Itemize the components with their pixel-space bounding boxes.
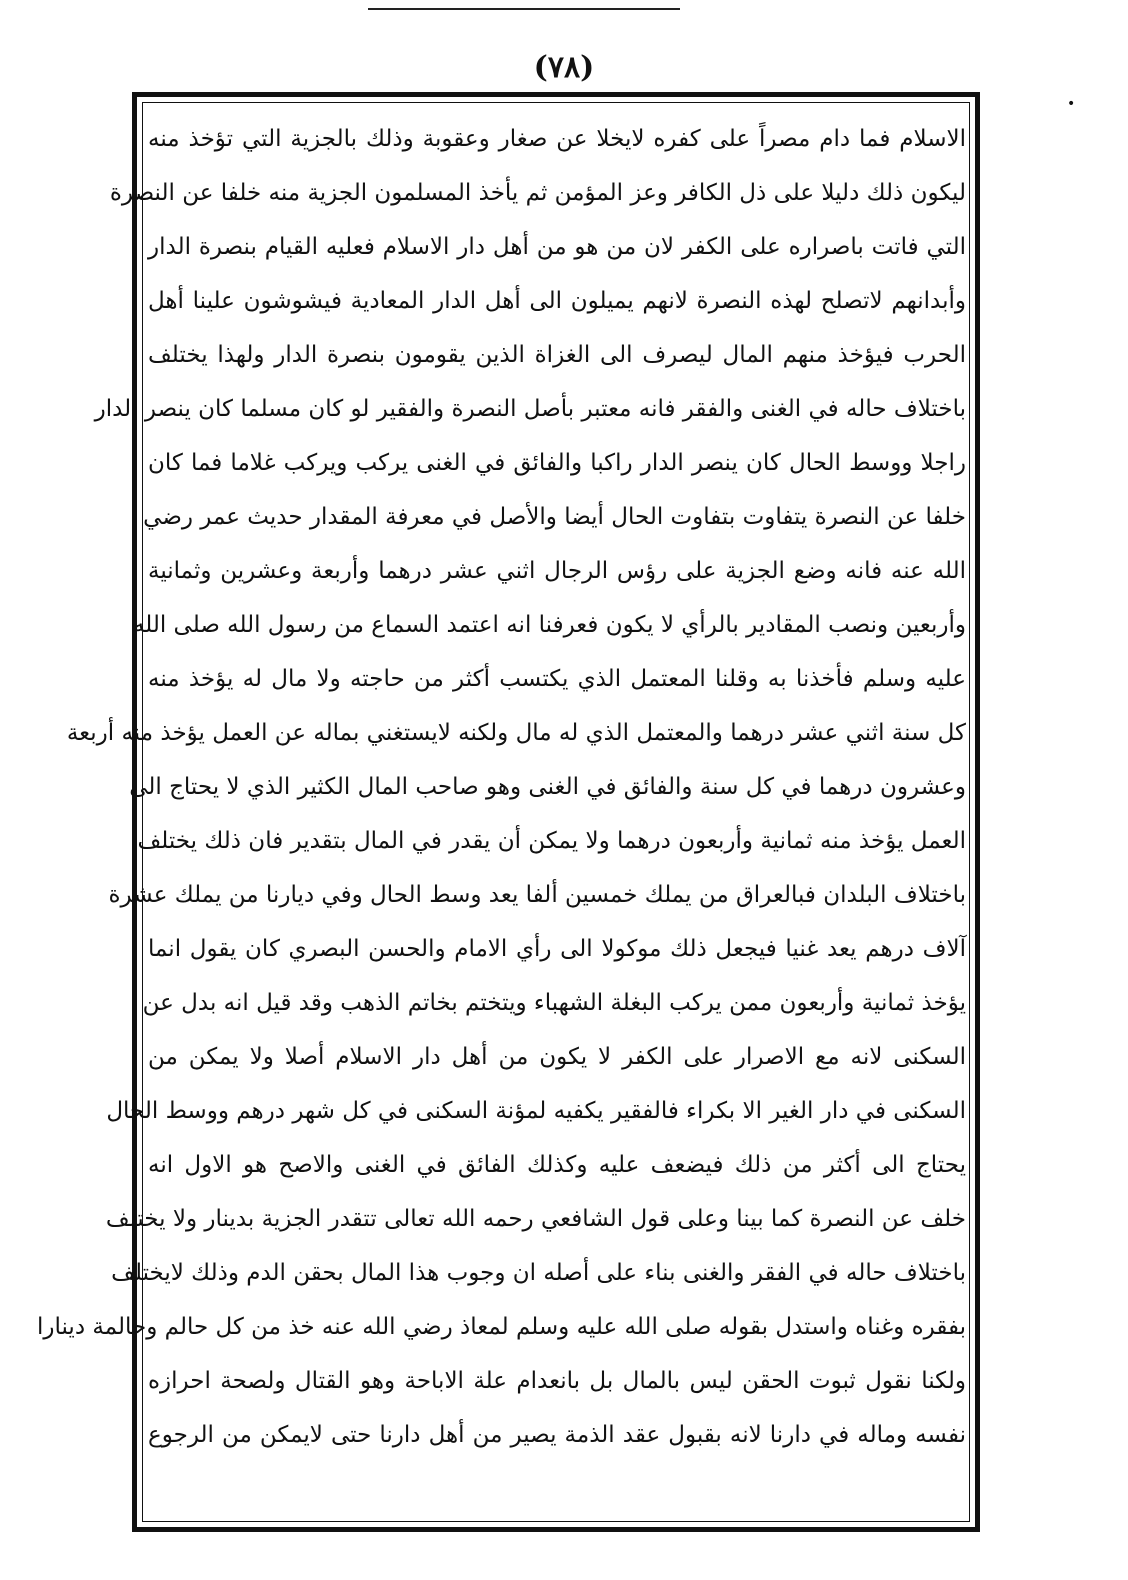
text-line: نفسه وماله في دارنا لانه بقبول عقد الذمة يصير من أهل دارنا حتى لايمكن من الرجوع — [148, 1422, 966, 1448]
text-line: خلفا عن النصرة يتفاوت بتفاوت الحال أيضا والأصل في معرفة المقدار حديث عمر رضي — [143, 504, 966, 530]
text-line: ولكنا نقول ثبوت الحقن ليس بالمال بل بانعدام علة الاباحة وهو القتال ولصحة احرازه — [148, 1368, 966, 1394]
text-line: يحتاج الى أكثر من ذلك فيضعف عليه وكذلك الفائق في الغنى والاصح هو الاول انه — [148, 1152, 966, 1178]
text-line: السكنى لانه مع الاصرار على الكفر لا يكون من أهل دار الاسلام أصلا ولا يمكن من — [148, 1044, 966, 1070]
page-number: (٧٨) — [533, 50, 595, 85]
text-line: يؤخذ ثمانية وأربعون ممن يركب البغلة الشهباء ويتختم بخاتم الذهب وقد قيل انه بدل عن — [142, 990, 966, 1016]
text-line: باختلاف حاله في الفقر والغنى بناء على أصله ان وجوب هذا المال بحقن الدم وذلك لايختلف — [111, 1260, 966, 1286]
text-line: راجلا ووسط الحال كان ينصر الدار راكبا والفائق في الغنى يركب ويركب غلاما فما كان — [148, 450, 966, 476]
text-line: الحرب فيؤخذ منهم المال ليصرف الى الغزاة الذين يقومون بنصرة الدار ولهذا يختلف — [148, 342, 966, 368]
text-line: ليكون ذلك دليلا على ذل الكافر وعز المؤمن ثم يأخذ المسلمون الجزية منه خلفا عن النصرة — [109, 180, 966, 206]
text-line: عليه وسلم فأخذنا به وقلنا المعتمل الذي يكتسب أكثر من حاجته ولا مال له يؤخذ منه — [148, 666, 966, 692]
top-rule — [368, 8, 680, 10]
text-line: وعشرون درهما في كل سنة والفائق في الغنى وهو صاحب المال الكثير الذي لا يحتاج الى — [129, 774, 966, 800]
text-line: خلف عن النصرة كما بينا وعلى قول الشافعي رحمه الله تعالى تتقدر الجزية بدينار ولا يختلف — [105, 1206, 966, 1232]
text-line: وأبدانهم لاتصلح لهذه النصرة لانهم يميلون الى أهل الدار المعادية فيشوشون علينا أهل — [148, 288, 966, 314]
text-line: التي فاتت باصراره على الكفر لان من هو من أهل دار الاسلام فعليه القيام بنصرة الدار — [148, 234, 966, 260]
body-text — [36, 112, 966, 1462]
text-line: كل سنة اثني عشر درهما والمعتمل الذي له مال ولكنه لايستغني بماله عن العمل يؤخذ منه أربعة — [66, 720, 966, 746]
text-line: الاسلام فما دام مصراً على كفره لايخلا عن صغار وعقوبة وذلك بالجزية التي تؤخذ منه — [148, 126, 966, 152]
text-line: آلاف درهم يعد غنيا فيجعل ذلك موكولا الى رأي الامام والحسن البصري كان يقول انما — [148, 936, 966, 962]
text-line: العمل يؤخذ منه ثمانية وأربعون درهما ولا يمكن أن يقدر في المال بتقدير فان ذلك يختلف — [137, 828, 966, 854]
text-line: الله عنه فانه وضع الجزية على رؤس الرجال اثني عشر درهما وأربعة وعشرين وثمانية — [148, 558, 966, 584]
text-line: باختلاف حاله في الغنى والفقر فانه معتبر بأصل النصرة والفقير لو كان مسلما كان ينصر الدار — [94, 396, 966, 422]
text-line: بفقره وغناه واستدل بقوله صلى الله عليه وسلم لمعاذ رضي الله عنه خذ من كل حالم وحالمة دينارا — [36, 1314, 966, 1340]
text-line: وأربعين ونصب المقادير بالرأي لا يكون فعرفنا انه اعتمد السماع من رسول الله صلى الله — [132, 612, 966, 638]
text-line: باختلاف البلدان فبالعراق من يملك خمسين ألفا يعد وسط الحال وفي ديارنا من يملك عشرة — [108, 882, 966, 908]
corner-dot-mark: • — [1067, 96, 1076, 112]
text-line: السكنى في دار الغير الا بكراء فالفقير يكفيه لمؤنة السكنى في كل شهر درهم ووسط الحال — [106, 1098, 966, 1124]
